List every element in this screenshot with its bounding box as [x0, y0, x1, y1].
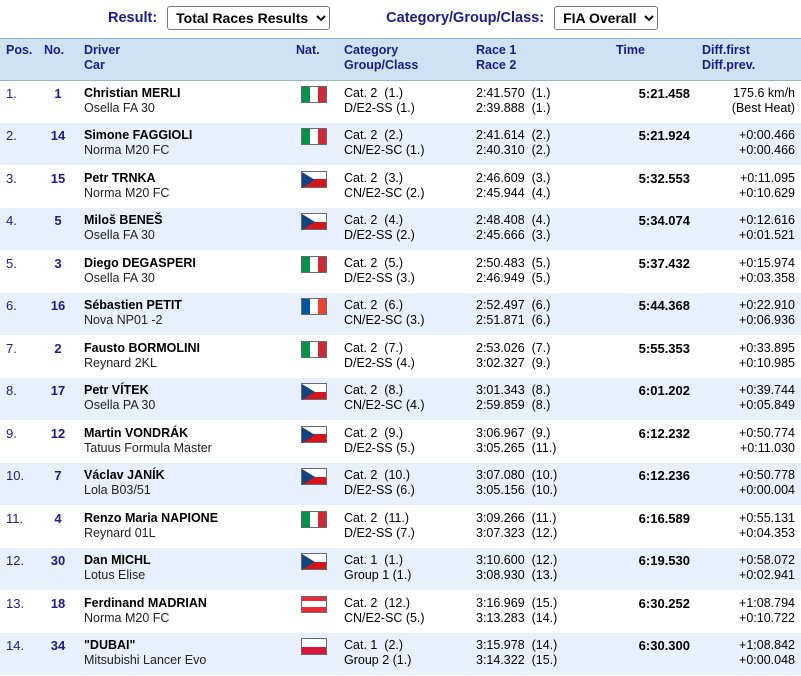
race1-time: 3:10.600 (12.) [476, 553, 558, 567]
cell-number: 15 [38, 165, 78, 208]
cell-diff [696, 123, 801, 166]
flag-czechia [301, 171, 327, 188]
diff-prev: +0:10.629 [739, 185, 795, 200]
header-time[interactable] [610, 39, 696, 81]
race2-time: 2:45.666 (3.) [476, 228, 551, 243]
header-diffprev-label: Diff.prev. [702, 58, 756, 73]
cell-position: 7. [0, 335, 38, 378]
race1-time: 3:09.266 (11.) [476, 510, 557, 525]
category-value: Cat. 2 (11.) [344, 510, 410, 525]
cell-number: 5 [38, 208, 78, 251]
race2-time: 2:40.310 (2.) [476, 143, 551, 158]
cell-diff [696, 378, 801, 421]
header-category[interactable] [338, 39, 470, 81]
cell-diff [696, 335, 801, 378]
cell-total-time: 6:30.300 [610, 633, 696, 676]
diff-first: +0:33.895 [739, 340, 795, 355]
car-name: Norma M20 FC [84, 143, 170, 158]
cell-driver-car [78, 378, 290, 421]
driver-name: Renzo Maria NAPIONE [84, 510, 219, 525]
results-table [0, 38, 801, 676]
cell-position: 4. [0, 208, 38, 251]
groupclass-value: D/E2-SS (7.) [344, 525, 415, 540]
cell-total-time: 5:21.458 [610, 80, 696, 123]
race2-time: 3:02.327 (9.) [476, 355, 551, 370]
race1-time: 2:41.614 (2.) [476, 128, 551, 142]
race1-time: 3:06.967 (9.) [476, 425, 551, 440]
diff-prev: +0:00.466 [739, 143, 795, 158]
cell-category [338, 208, 470, 251]
cell-diff [696, 505, 801, 548]
category-value: Cat. 2 (6.) [344, 298, 404, 312]
cell-nationality [290, 590, 338, 633]
groupclass-value: D/E2-SS (2.) [344, 228, 415, 243]
cell-nationality [290, 123, 338, 166]
header-race1-label: Race 1 [476, 43, 517, 57]
cell-position: 8. [0, 378, 38, 421]
cell-nationality [290, 335, 338, 378]
cell-category [338, 633, 470, 676]
race2-time: 2:39.888 (1.) [476, 100, 551, 115]
cell-nationality [290, 378, 338, 421]
cell-number: 12 [38, 420, 78, 463]
category-value: Cat. 2 (9.) [344, 425, 404, 440]
diff-prev: +0:00.004 [739, 483, 795, 498]
diff-first: +0:22.910 [739, 298, 795, 312]
groupclass-value: Group 1 (1.) [344, 568, 412, 583]
driver-name: Miloš BENEŠ [84, 213, 163, 227]
header-pos-label: Pos. [6, 43, 33, 57]
race2-time: 3:13.283 (14.) [476, 610, 558, 625]
cell-category [338, 123, 470, 166]
table-row[interactable] [0, 378, 801, 421]
groupclass-value: CN/E2-SC (5.) [344, 610, 425, 625]
header-driver-label: Driver [84, 43, 121, 57]
header-nat[interactable] [290, 39, 338, 81]
flag-czechia [301, 213, 327, 230]
flag-italy [301, 256, 327, 273]
diff-first: +0:58.072 [739, 553, 795, 567]
cell-diff [696, 420, 801, 463]
cell-nationality [290, 548, 338, 591]
race2-time: 3:05.156 (10.) [476, 483, 558, 498]
cell-races [470, 420, 610, 463]
cell-driver-car [78, 633, 290, 676]
category-value: Cat. 2 (2.) [344, 128, 404, 142]
diff-first: +0:15.974 [739, 255, 795, 270]
cell-diff [696, 250, 801, 293]
driver-name: Václav JANÍK [84, 468, 165, 482]
cell-number: 14 [38, 123, 78, 166]
groupclass-value: Group 2 (1.) [344, 653, 412, 668]
car-name: Tatuus Formula Master [84, 440, 212, 455]
cell-diff [696, 633, 801, 676]
table-body [0, 80, 801, 675]
diff-prev: +0:01.521 [739, 228, 795, 243]
groupclass-value: D/E2-SS (1.) [344, 100, 415, 115]
race1-time: 2:53.026 (7.) [476, 340, 551, 355]
cell-total-time: 5:32.553 [610, 165, 696, 208]
category-value: Cat. 1 (1.) [344, 553, 404, 567]
cell-category [338, 420, 470, 463]
category-value: Cat. 2 (4.) [344, 213, 404, 227]
cell-number: 18 [38, 590, 78, 633]
table-row[interactable] [0, 335, 801, 378]
cell-position: 1. [0, 80, 38, 123]
race1-time: 3:15.978 (14.) [476, 638, 558, 652]
header-no[interactable] [38, 39, 78, 81]
car-name: Norma M20 FC [84, 610, 170, 625]
cell-position: 2. [0, 123, 38, 166]
cell-number: 17 [38, 378, 78, 421]
header-nat-label: Nat. [296, 43, 320, 57]
header-driver-car[interactable] [78, 39, 290, 81]
diff-prev: +0:10.985 [739, 355, 795, 370]
cell-races [470, 208, 610, 251]
race2-time: 2:51.871 (6.) [476, 313, 551, 328]
table-row[interactable] [0, 548, 801, 591]
cell-driver-car [78, 548, 290, 591]
cell-nationality [290, 80, 338, 123]
cell-total-time: 5:44.368 [610, 293, 696, 336]
race2-time: 3:05.265 (11.) [476, 440, 557, 455]
driver-name: Ferdinand MADRIAN [84, 595, 207, 610]
cell-nationality [290, 250, 338, 293]
race1-time: 3:01.343 (8.) [476, 383, 551, 397]
groupclass-value: CN/E2-SC (1.) [344, 143, 425, 158]
cell-total-time: 6:12.232 [610, 420, 696, 463]
driver-name: Martin VONDRÁK [84, 425, 189, 440]
flag-poland [301, 638, 327, 655]
cell-category [338, 505, 470, 548]
race2-time: 3:08.930 (13.) [476, 568, 558, 583]
cell-driver-car [78, 293, 290, 336]
category-label: Category/Group/Class: [386, 10, 545, 26]
cell-driver-car [78, 505, 290, 548]
diff-first: 175.6 km/h [733, 85, 795, 100]
cell-races [470, 165, 610, 208]
cell-category [338, 293, 470, 336]
cell-nationality [290, 463, 338, 506]
table-row[interactable] [0, 293, 801, 336]
header-no-label: No. [44, 43, 65, 57]
cell-driver-car [78, 420, 290, 463]
race2-time: 2:59.859 (8.) [476, 398, 551, 413]
cell-driver-car [78, 80, 290, 123]
diff-first: +0:55.131 [739, 510, 795, 525]
cell-races [470, 250, 610, 293]
diff-first: +1:08.842 [739, 638, 795, 652]
cell-driver-car [78, 250, 290, 293]
diff-first: +0:50.778 [739, 468, 795, 482]
cell-races [470, 378, 610, 421]
result-label: Result: [108, 10, 158, 26]
car-name: Reynard 2KL [84, 355, 157, 370]
car-name: Osella FA 30 [84, 100, 155, 115]
flag-italy [301, 341, 327, 358]
cell-nationality [290, 165, 338, 208]
diff-first: +0:39.744 [739, 383, 795, 397]
cell-diff [696, 548, 801, 591]
diff-prev: +0:11.030 [739, 440, 795, 455]
car-name: Osella FA 30 [84, 228, 155, 243]
cell-total-time: 6:19.530 [610, 548, 696, 591]
cell-driver-car [78, 165, 290, 208]
header-race2-label: Race 2 [476, 58, 517, 73]
header-groupclass-label: Group/Class [344, 58, 419, 73]
cell-total-time: 6:12.236 [610, 463, 696, 506]
header-car-label: Car [84, 58, 105, 73]
car-name: Reynard 01L [84, 525, 156, 540]
cell-number: 34 [38, 633, 78, 676]
diff-prev: +0:04.353 [739, 525, 795, 540]
diff-first: +0:50.774 [739, 425, 795, 440]
flag-italy [301, 511, 327, 528]
car-name: Lola B03/51 [84, 483, 151, 498]
cell-driver-car [78, 335, 290, 378]
cell-total-time: 5:37.432 [610, 250, 696, 293]
driver-name: Diego DEGASPERI [84, 255, 196, 270]
cell-races [470, 335, 610, 378]
groupclass-value: CN/E2-SC (2.) [344, 185, 425, 200]
groupclass-value: D/E2-SS (4.) [344, 355, 415, 370]
table-row[interactable] [0, 165, 801, 208]
car-name: Nova NP01 -2 [84, 313, 163, 328]
cell-total-time: 6:30.252 [610, 590, 696, 633]
cell-category [338, 165, 470, 208]
race1-time: 2:46.609 (3.) [476, 170, 551, 185]
category-value: Cat. 2 (1.) [344, 85, 404, 100]
groupclass-value: CN/E2-SC (4.) [344, 398, 425, 413]
race1-time: 2:48.408 (4.) [476, 213, 551, 227]
car-name: Osella FA 30 [84, 270, 155, 285]
race2-time: 3:07.323 (12.) [476, 525, 558, 540]
groupclass-value: D/E2-SS (3.) [344, 270, 415, 285]
category-select[interactable] [554, 6, 658, 30]
diff-first: +0:11.095 [739, 170, 795, 185]
cell-diff [696, 590, 801, 633]
cell-races [470, 293, 610, 336]
table-row[interactable] [0, 420, 801, 463]
cell-total-time: 6:16.589 [610, 505, 696, 548]
cell-number: 3 [38, 250, 78, 293]
cell-races [470, 123, 610, 166]
category-value: Cat. 2 (5.) [344, 255, 404, 270]
table-row[interactable] [0, 590, 801, 633]
header-category-label: Category [344, 43, 399, 57]
table-header [0, 39, 801, 81]
diff-prev: +0:02.941 [739, 568, 795, 583]
race1-time: 2:50.483 (5.) [476, 255, 551, 270]
result-select[interactable] [167, 6, 330, 30]
filter-controls [0, 0, 801, 38]
race2-time: 3:14.322 (15.) [476, 653, 558, 668]
table-row[interactable] [0, 208, 801, 251]
diff-prev: +0:10.722 [739, 610, 795, 625]
category-value: Cat. 2 (8.) [344, 383, 404, 397]
header-time-label: Time [616, 43, 645, 57]
category-value: Cat. 2 (7.) [344, 340, 404, 355]
cell-category [338, 378, 470, 421]
table-row[interactable] [0, 633, 801, 676]
race1-time: 2:52.497 (6.) [476, 298, 551, 312]
cell-total-time: 5:55.353 [610, 335, 696, 378]
diff-prev: +0:06.936 [739, 313, 795, 328]
cell-position: 3. [0, 165, 38, 208]
header-difffirst-label: Diff.first [702, 43, 750, 57]
cell-nationality [290, 420, 338, 463]
cell-driver-car [78, 208, 290, 251]
cell-number: 30 [38, 548, 78, 591]
cell-position: 9. [0, 420, 38, 463]
driver-name: Petr VÍTEK [84, 383, 149, 397]
cell-total-time: 6:01.202 [610, 378, 696, 421]
car-name: Osella PA 30 [84, 398, 156, 413]
cell-driver-car [78, 123, 290, 166]
cell-number: 1 [38, 80, 78, 123]
cell-position: 12. [0, 548, 38, 591]
cell-driver-car [78, 590, 290, 633]
car-name: Norma M20 FC [84, 185, 170, 200]
flag-czechia [301, 553, 327, 570]
flag-austria [301, 596, 327, 613]
flag-czechia [301, 468, 327, 485]
cell-number: 2 [38, 335, 78, 378]
cell-total-time: 5:34.074 [610, 208, 696, 251]
diff-first: +0:00.466 [739, 128, 795, 142]
race2-time: 2:45.944 (4.) [476, 185, 551, 200]
diff-first: +0:12.616 [739, 213, 795, 227]
driver-name: Petr TRNKA [84, 170, 156, 185]
race2-time: 2:46.949 (5.) [476, 270, 551, 285]
cell-nationality [290, 633, 338, 676]
cell-number: 7 [38, 463, 78, 506]
cell-diff [696, 463, 801, 506]
driver-name: "DUBAI" [84, 638, 136, 652]
cell-position: 10. [0, 463, 38, 506]
race1-time: 2:41.570 (1.) [476, 85, 551, 100]
header-races[interactable] [470, 39, 610, 81]
category-value: Cat. 1 (2.) [344, 638, 404, 652]
driver-name: Dan MICHL [84, 553, 151, 567]
cell-total-time: 5:21.924 [610, 123, 696, 166]
diff-prev: (Best Heat) [731, 100, 795, 115]
cell-nationality [290, 505, 338, 548]
diff-first: +1:08.794 [739, 595, 795, 610]
cell-races [470, 80, 610, 123]
cell-diff [696, 165, 801, 208]
cell-nationality [290, 208, 338, 251]
cell-number: 16 [38, 293, 78, 336]
cell-races [470, 633, 610, 676]
cell-position: 5. [0, 250, 38, 293]
cell-diff [696, 208, 801, 251]
groupclass-value: D/E2-SS (5.) [344, 440, 415, 455]
category-value: Cat. 2 (3.) [344, 170, 404, 185]
car-name: Mitsubishi Lancer Evo [84, 653, 207, 668]
flag-czechia [301, 426, 327, 443]
table-row[interactable] [0, 250, 801, 293]
cell-number: 4 [38, 505, 78, 548]
driver-name: Simone FAGGIOLI [84, 128, 193, 142]
cell-category [338, 335, 470, 378]
driver-name: Fausto BORMOLINI [84, 340, 200, 355]
diff-prev: +0:03.358 [739, 270, 795, 285]
cell-category [338, 463, 470, 506]
flag-france [301, 298, 327, 315]
flag-italy [301, 86, 327, 103]
cell-category [338, 80, 470, 123]
cell-nationality [290, 293, 338, 336]
flag-czechia [301, 383, 327, 400]
cell-position: 14. [0, 633, 38, 676]
driver-name: Sébastien PETIT [84, 298, 182, 312]
category-value: Cat. 2 (12.) [344, 595, 410, 610]
cell-driver-car [78, 463, 290, 506]
race1-time: 3:16.969 (15.) [476, 595, 558, 610]
table-row[interactable] [0, 463, 801, 506]
cell-races [470, 505, 610, 548]
cell-diff [696, 293, 801, 336]
category-value: Cat. 2 (10.) [344, 468, 410, 482]
cell-position: 13. [0, 590, 38, 633]
driver-name: Christian MERLI [84, 85, 181, 100]
cell-category [338, 590, 470, 633]
cell-races [470, 590, 610, 633]
header-pos[interactable] [0, 39, 38, 81]
car-name: Lotus Elise [84, 568, 146, 583]
header-diff[interactable] [696, 39, 801, 81]
cell-category [338, 250, 470, 293]
table-row[interactable] [0, 123, 801, 166]
groupclass-value: CN/E2-SC (3.) [344, 313, 425, 328]
table-row[interactable] [0, 505, 801, 548]
cell-races [470, 548, 610, 591]
cell-position: 6. [0, 293, 38, 336]
header-row [0, 39, 801, 81]
cell-diff [696, 80, 801, 123]
diff-prev: +0:00.048 [739, 653, 795, 668]
diff-prev: +0:05.849 [739, 398, 795, 413]
cell-position: 11. [0, 505, 38, 548]
groupclass-value: D/E2-SS (6.) [344, 483, 415, 498]
table-row[interactable] [0, 80, 801, 123]
cell-races [470, 463, 610, 506]
race1-time: 3:07.080 (10.) [476, 468, 558, 482]
flag-italy [301, 128, 327, 145]
cell-category [338, 548, 470, 591]
